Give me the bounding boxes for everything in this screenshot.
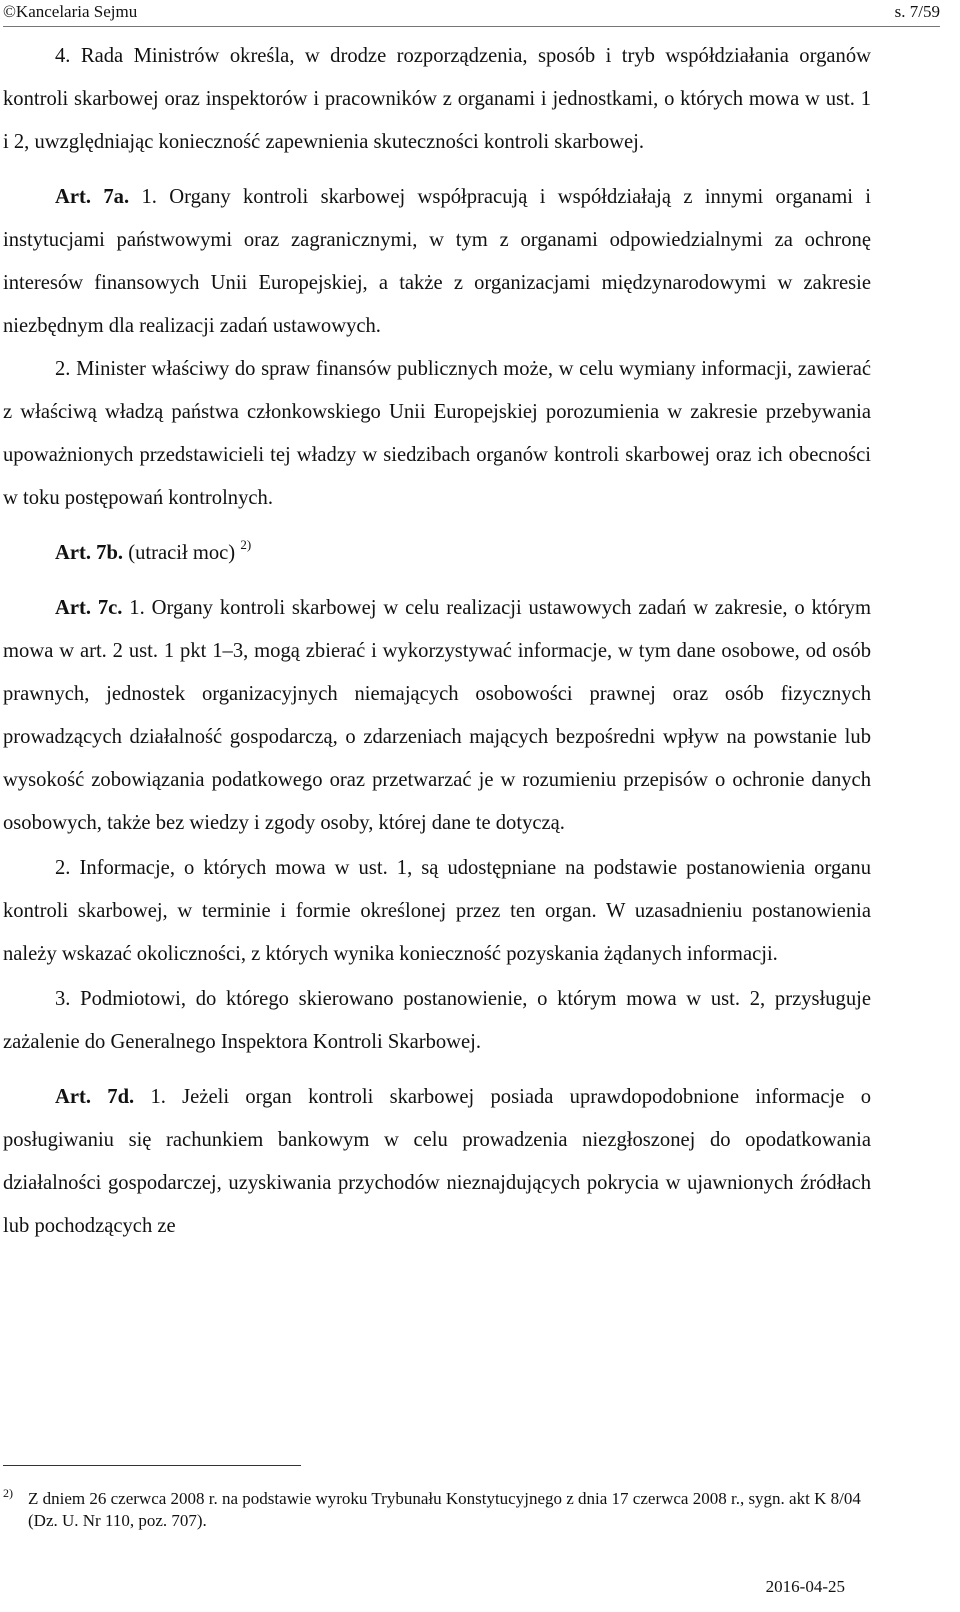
header-publisher: ©Kancelaria Sejmu	[3, 2, 138, 21]
footnote-separator	[3, 1465, 301, 1466]
paragraph-art7a-ust2	[3, 348, 871, 520]
paragraph-art7b	[3, 532, 871, 575]
paragraph-text: 1. Organy kontroli skarbowej współpracują i współdziałają z innymi organami i instytucjami państwowymi oraz zagranicznymi, w tym z organami odpowiedzialnymi za ochronę interesów finansowych Unii Europejskiej, a także z organizacjami międzynarodowymi w zakresie niezbędnym dla realizacji zadań ustawowych.	[3, 186, 872, 337]
document-body	[3, 35, 871, 1248]
paragraph-art7d-ust1	[3, 1076, 871, 1248]
footnote-text: Z dniem 26 czerwca 2008 r. na podstawie wyroku Trybunału Konstytucyjnego z dnia 17 czerwca 2008 r., sygn. akt K 8/04 (Dz. U. Nr 110, poz. 707).	[28, 1489, 861, 1530]
paragraph-text: (utracił moc)	[123, 542, 236, 564]
paragraph-art7c-ust3	[3, 978, 871, 1064]
article-number: Art. 7a.	[55, 186, 130, 208]
page-header	[3, 0, 940, 27]
paragraph-text: 3. Podmiotowi, do którego skierowano postanowienie, o którym mowa w ust. 2, przysługuje zażalenie do Generalnego Inspektora Kontroli Skarbowej.	[3, 988, 871, 1053]
paragraph-art7c-ust1	[3, 587, 871, 845]
paragraph-art7-ust4	[3, 35, 871, 164]
footnote-mark: 2)	[3, 1486, 13, 1500]
paragraph-art7a-ust1	[3, 176, 871, 348]
document-date: 2016-04-25	[765, 1577, 845, 1596]
article-number: Art. 7b.	[55, 542, 124, 564]
footnote	[3, 1488, 871, 1532]
paragraph-text: 2. Informacje, o których mowa w ust. 1, są udostępniane na podstawie postanowienia organu kontroli skarbowej, w terminie i formie określonej przez ten organ. W uzasadnieniu postanowienia należy wskazać okoliczności, z których wynika konieczność pozyskania żądanych informacji.	[3, 857, 871, 965]
paragraph-text: 1. Organy kontroli skarbowej w celu realizacji ustawowych zadań w zakresie, o którym mowa w art. 2 ust. 1 pkt 1–3, mogą zbierać i wykorzystywać informacje, w tym dane osobowe, od osób prawnych, jednostek organizacyjnych niemających osobowości prawnej oraz osób fizycznych prowadzących działalność gospodarczą, o zdarzeniach mających bezpośredni wpływ na powstanie lub wysokość zobowiązania podatkowego oraz przetwarzać je w rozumieniu przepisów o ochronie danych osobowych, także bez wiedzy i zgody osoby, której dane te dotyczą.	[3, 597, 871, 834]
paragraph-text: 1. Jeżeli organ kontroli skarbowej posiada uprawdopodobnione informacje o posługiwaniu się rachunkiem bankowym w celu prowadzenia niezgłoszonej do opodatkowania działalności gospodarczej, uzyskiwania przychodów nieznajdujących pokrycia w ujawnionych źródłach lub pochodzących ze	[3, 1086, 871, 1237]
paragraph-art7c-ust2	[3, 847, 871, 976]
article-number: Art. 7d.	[55, 1086, 135, 1108]
header-page-number: s. 7/59	[894, 2, 940, 21]
footnote-reference: 2)	[240, 537, 252, 552]
paragraph-text: 4. Rada Ministrów określa, w drodze rozporządzenia, sposób i tryb współdziałania organów kontroli skarbowej oraz inspektorów i pracowników z organami i jednostkami, o których mowa w ust. 1 i 2, uwzględniając konieczność zapewnienia skuteczności kontroli skarbowej.	[3, 45, 871, 153]
article-number: Art. 7c.	[55, 597, 123, 619]
paragraph-text: 2. Minister właściwy do spraw finansów publicznych może, w celu wymiany informacji, zawierać z właściwą władzą państwa członkowskiego Unii Europejskiej porozumienia w zakresie przebywania upoważnionych przedstawicieli tej władzy w siedzibach organów kontroli skarbowej oraz ich obecności w toku postępowań kontrolnych.	[3, 358, 871, 509]
